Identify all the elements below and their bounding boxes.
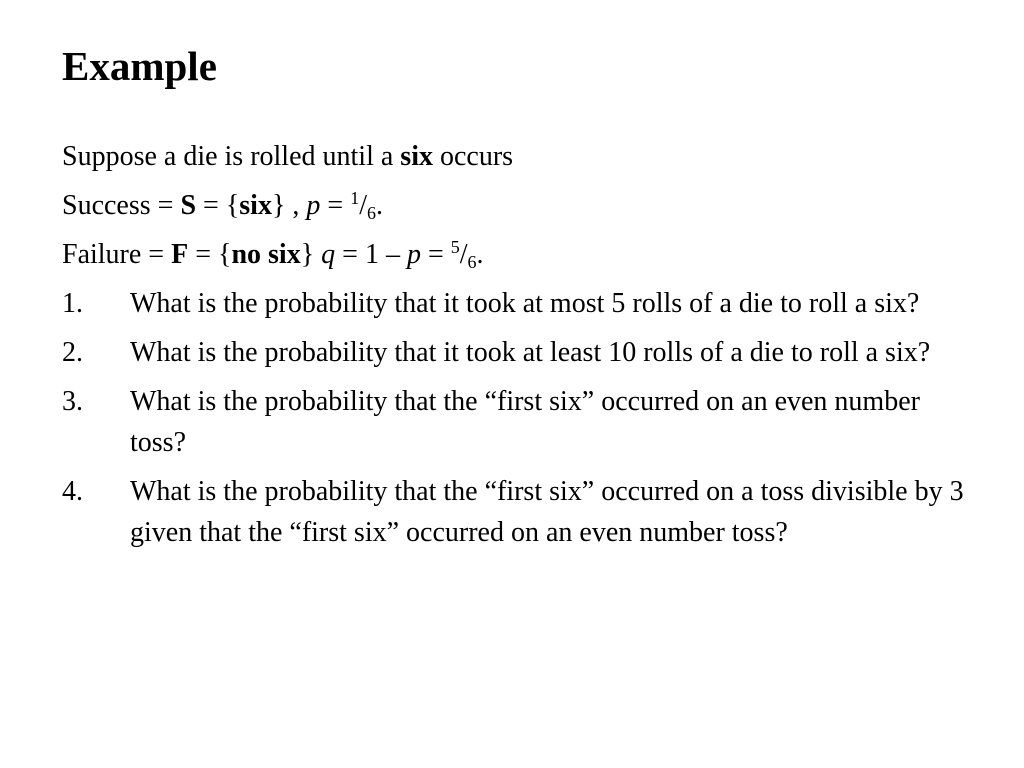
failure-slash: / — [459, 239, 468, 270]
success-var: p — [306, 190, 321, 221]
failure-label: Failure = — [62, 239, 172, 270]
intro-bold: six — [400, 141, 433, 172]
question-text: What is the probability that the “first six” occurred on an even number toss? — [130, 386, 920, 458]
success-denominator: 6 — [366, 203, 376, 223]
failure-var2: p — [406, 239, 421, 270]
failure-close: } — [300, 239, 322, 270]
slide-body — [62, 136, 982, 561]
question-item-1 — [62, 283, 982, 324]
failure-eq3: = — [420, 239, 451, 270]
failure-denominator: 6 — [467, 252, 477, 272]
failure-line — [62, 234, 982, 275]
intro-text: Suppose a die is rolled until a — [62, 141, 401, 172]
question-number: 2. — [62, 337, 83, 368]
failure-numerator: 5 — [450, 237, 460, 257]
failure-eq: = { — [188, 239, 232, 270]
success-end: . — [375, 190, 383, 221]
success-eq2: = — [320, 190, 351, 221]
failure-var: q — [321, 239, 336, 270]
question-number: 1. — [62, 288, 83, 319]
question-item-2 — [62, 332, 982, 373]
failure-symbol: F — [171, 239, 189, 270]
success-line — [62, 185, 982, 226]
question-number: 3. — [62, 386, 83, 417]
failure-end: . — [476, 239, 484, 270]
intro-line — [62, 136, 982, 177]
question-item-4 — [62, 471, 982, 553]
success-slash: / — [359, 190, 367, 221]
success-symbol: S — [180, 190, 197, 221]
failure-eq2: = 1 – — [335, 239, 407, 270]
slide-title: Example — [62, 43, 217, 89]
success-eq: = { — [196, 190, 240, 221]
question-item-3 — [62, 381, 982, 463]
question-text: What is the probability that it took at most 5 rolls of a die to roll a six? — [130, 288, 920, 319]
success-label: Success = — [62, 190, 181, 221]
success-numerator: 1 — [350, 188, 360, 208]
success-set: six — [239, 190, 272, 221]
question-text: What is the probability that the “first six” occurred on a toss divisible by 3 given that the “first six” occurred on an even number toss? — [130, 476, 964, 548]
question-number: 4. — [62, 476, 83, 507]
failure-set: no six — [231, 239, 301, 270]
question-text: What is the probability that it took at least 10 rolls of a die to roll a six? — [130, 337, 931, 368]
intro-text-end: occurs — [432, 141, 514, 172]
success-close: } , — [271, 190, 307, 221]
